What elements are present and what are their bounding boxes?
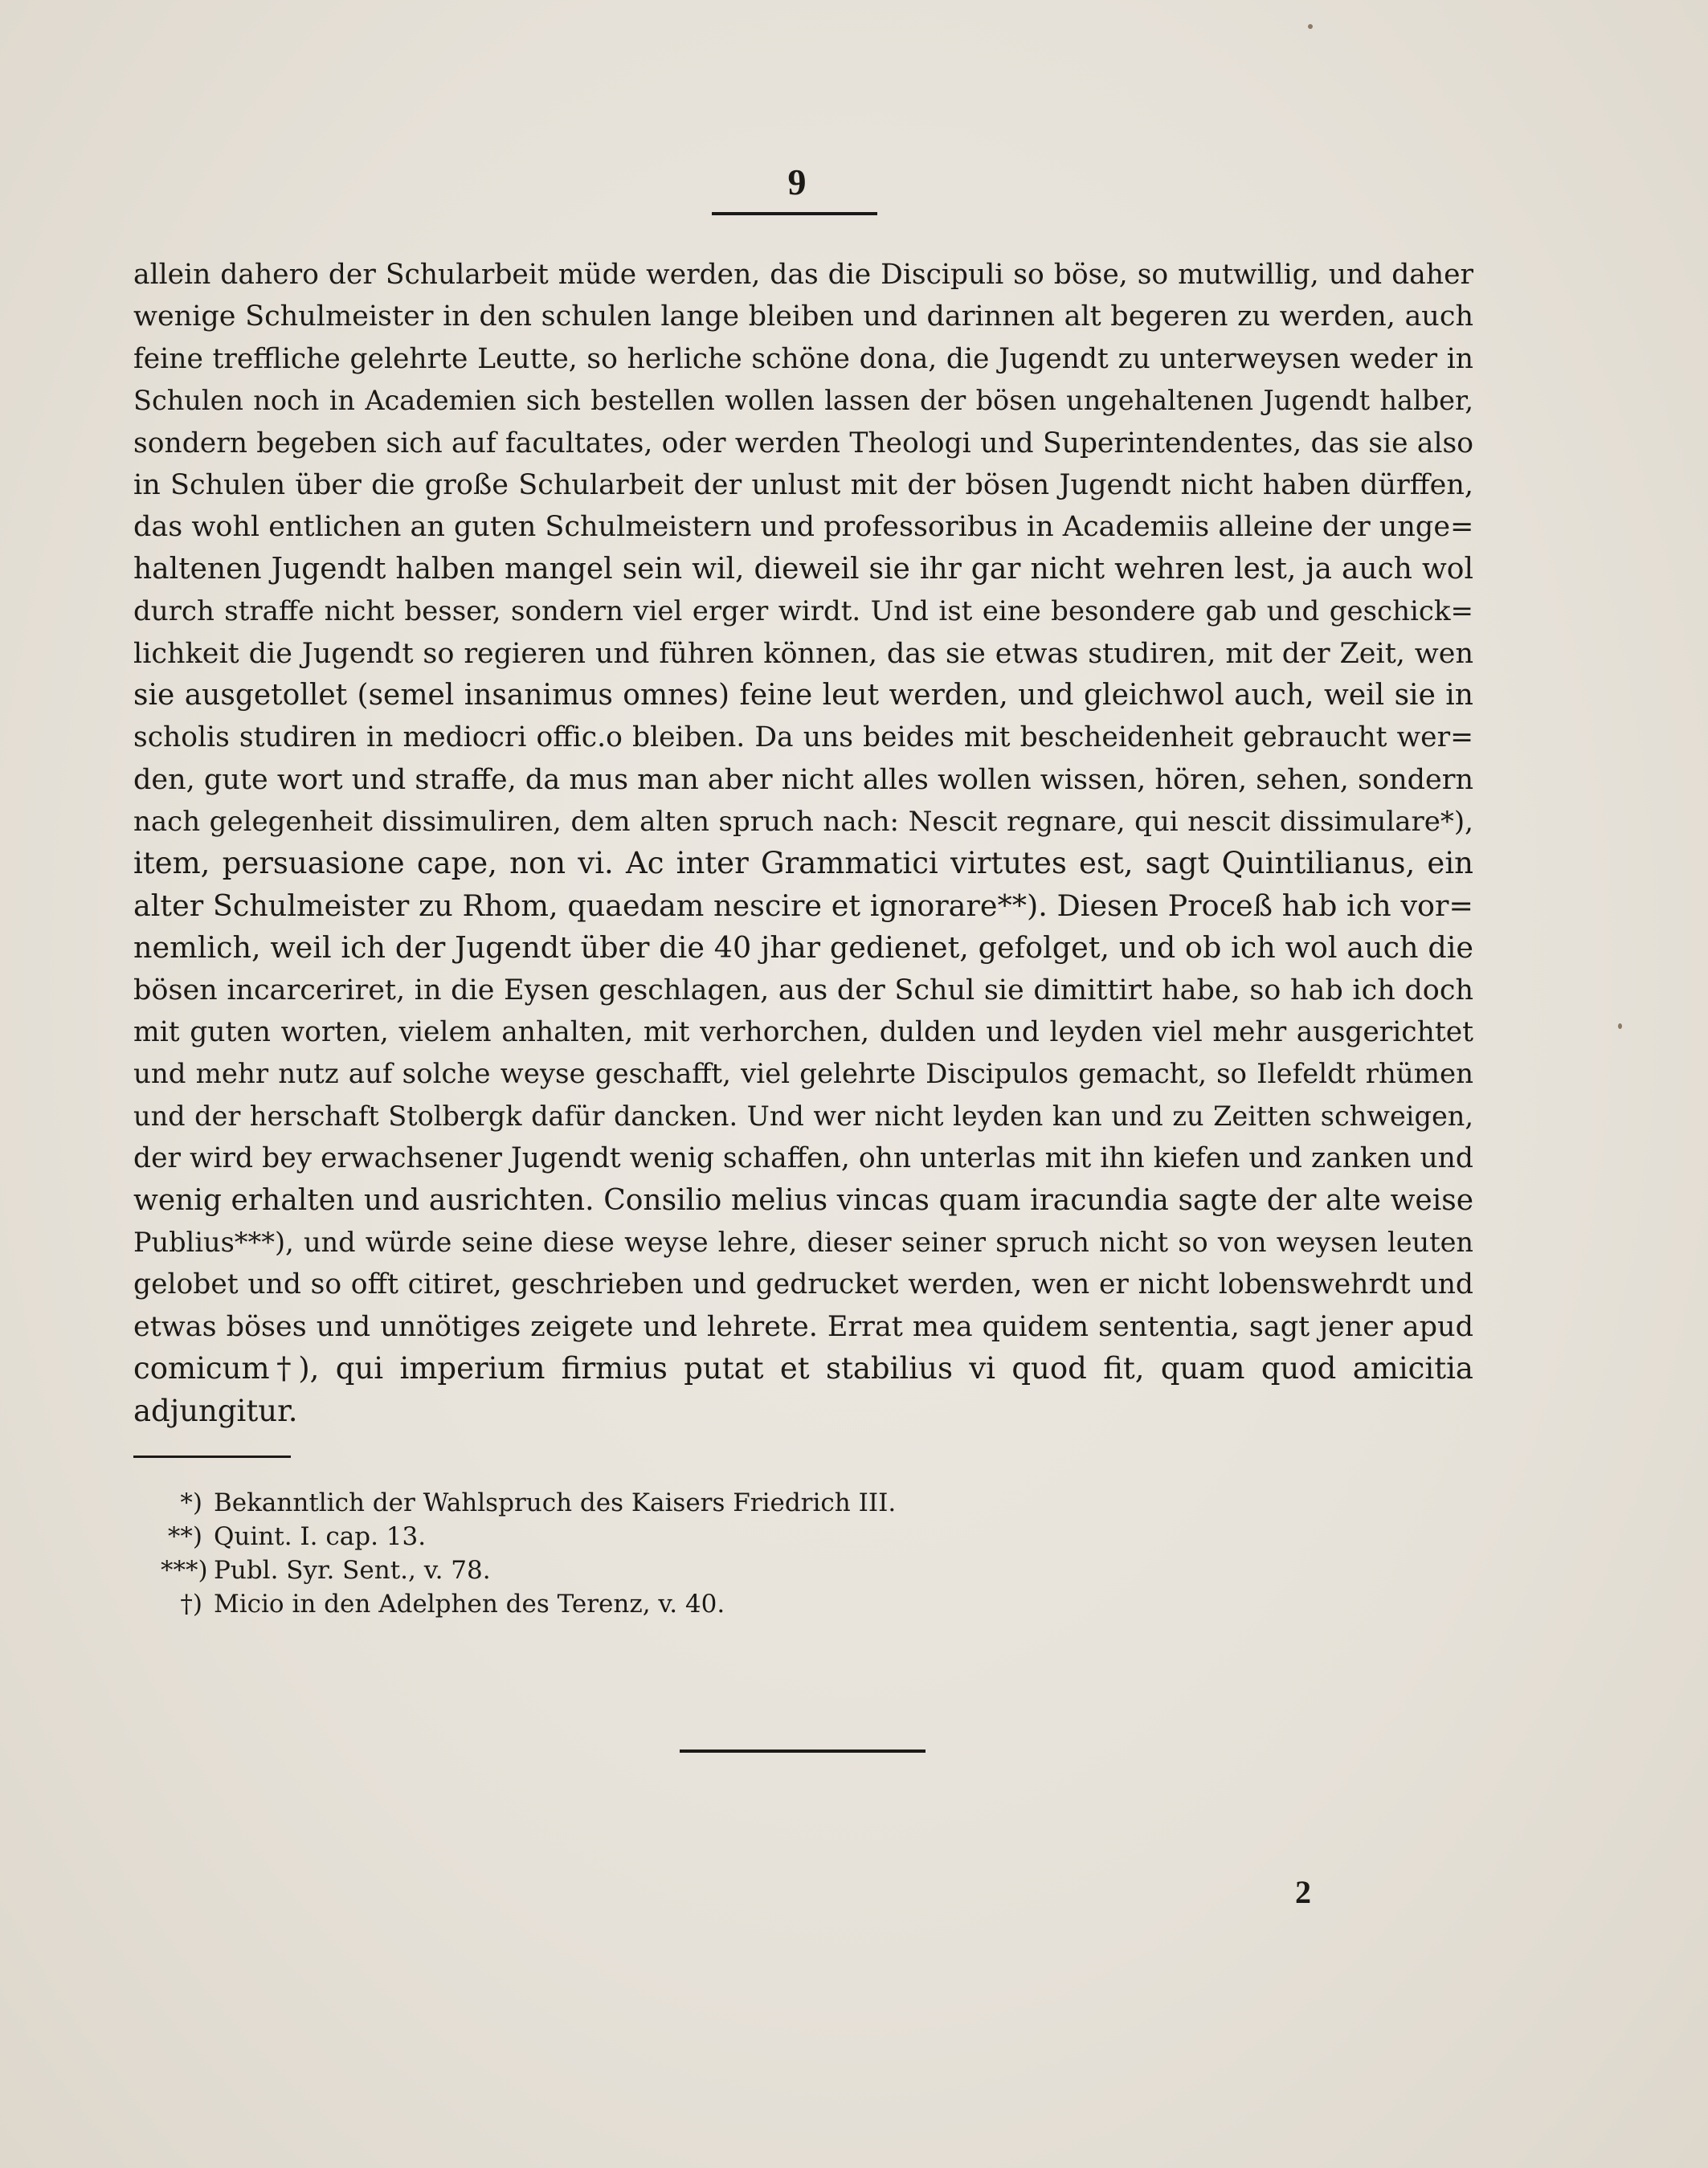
- footnote-mark: *): [180, 1488, 202, 1517]
- text-line: item, persuasione cape, non vi. Ac inter Grammatici virtutes est, sagt Quintilianus, ein: [133, 846, 1473, 881]
- text-line: in Schulen über die große Schularbeit der unlust mit der bösen Jugendt nicht haben dürffen,: [133, 468, 1473, 501]
- footnote-mark: †): [180, 1590, 202, 1619]
- end-rule: [680, 1750, 926, 1753]
- header-rule: [712, 212, 877, 215]
- footnote-mark: **): [167, 1522, 202, 1551]
- text-line: und der herschaft Stolbergk dafür dancken. Und wer nicht leyden kan und zu Zeitten schweigen,: [133, 1100, 1473, 1132]
- text-line: nach gelegenheit dissimuliren, dem alten spruch nach: Nescit regnare, qui nescit dissimulare*),: [133, 806, 1473, 839]
- paper-speck: [1618, 1023, 1622, 1029]
- text-line: alter Schulmeister zu Rhom, quaedam nescire et ignorare**). Diesen Proceß hab ich vor=: [133, 888, 1473, 923]
- main-text-block: [133, 254, 1473, 1432]
- text-line: sondern begeben sich auf facultates, oder werden Theologi und Superintendentes, das sie also: [133, 427, 1473, 459]
- text-line: mit guten worten, vielem anhalten, mit verhorchen, dulden und leyden viel mehr ausgerichtet: [133, 1016, 1473, 1049]
- footnote: [161, 1554, 1125, 1587]
- text-line: feine treffliche gelehrte Leutte, so herliche schöne dona, die Jugendt zu unterweysen weder in: [133, 342, 1473, 375]
- text-line: allein dahero der Schularbeit müde werden, das die Discipuli so böse, so mutwillig, und daher: [133, 259, 1473, 291]
- text-line: durch straffe nicht besser, sondern viel erger wirdt. Und ist eine besondere gab und geschick=: [133, 595, 1473, 628]
- footnote-mark: ***): [161, 1556, 208, 1585]
- footnote: [161, 1486, 1125, 1520]
- footnote-text: Bekanntlich der Wahlspruch des Kaisers Friedrich III.: [214, 1488, 897, 1517]
- text-line: haltenen Jugendt halben mangel sein wil, dieweil sie ihr gar nicht wehren lest, ja auch wol: [133, 552, 1473, 586]
- text-line: nemlich, weil ich der Jugendt über die 40 jhar gedienet, gefolget, und ob ich wol auch die: [133, 930, 1473, 966]
- page-number: 9: [787, 161, 807, 202]
- text-line: lichkeit die Jugendt so regieren und führen können, das sie etwas studiren, mit der Zeit, wen: [133, 637, 1473, 670]
- text-line: wenig erhalten und ausrichten. Consilio melius vincas quam iracundia sagte der alte weise: [133, 1183, 1473, 1217]
- text-line: scholis studiren in mediocri offic.o bleiben. Da uns beides mit bescheidenheit gebraucht wer=: [133, 721, 1473, 754]
- text-line: das wohl entlichen an guten Schulmeistern und professoribus in Academiis alleine der unge=: [133, 511, 1474, 544]
- text-line: comicum†), qui imperium firmius putat et stabilius vi quod fit, quam quod amicitia: [133, 1351, 1473, 1386]
- footnote: [161, 1520, 1125, 1554]
- footnote-rule: [133, 1456, 291, 1458]
- footnote-text: Publ. Syr. Sent., v. 78.: [214, 1556, 491, 1585]
- paper-speck: [1308, 24, 1313, 29]
- text-line: den, gute wort und straffe, da mus man aber nicht alles wollen wissen, hören, sehen, sondern: [133, 763, 1473, 796]
- footnote-text: Quint. I. cap. 13.: [214, 1522, 427, 1551]
- signature-mark: 2: [1295, 1874, 1311, 1910]
- footnote: [161, 1587, 1125, 1621]
- text-line: sie ausgetollet (semel insanimus omnes) feine leut werden, und gleichwol auch, weil sie in: [133, 678, 1473, 712]
- text-line: der wird bey erwachsener Jugendt wenig schaffen, ohn unterlas mit ihn kiefen und zanken und: [133, 1142, 1473, 1175]
- text-line: Schulen noch in Academien sich bestellen wollen lassen der bösen ungehaltenen Jugendt halber,: [133, 385, 1473, 417]
- text-line: wenige Schulmeister in den schulen lange bleiben und darinnen alt begeren zu werden, auch: [133, 300, 1473, 333]
- text-line: adjungitur.: [133, 1393, 298, 1428]
- text-line: etwas böses und unnötiges zeigete und lehrete. Errat mea quidem sententia, sagt jener apud: [133, 1310, 1473, 1343]
- footnotes: [161, 1486, 1125, 1621]
- footnote-text: Micio in den Adelphen des Terenz, v. 40.: [214, 1590, 725, 1619]
- text-line: bösen incarceriret, in die Eysen geschlagen, aus der Schul sie dimittirt habe, so hab ich doch: [133, 974, 1473, 1006]
- text-line: Publius***), und würde seine diese weyse lehre, dieser seiner spruch nicht so von weysen leuten: [133, 1226, 1473, 1258]
- text-line: und mehr nutz auf solche weyse geschafft, viel gelehrte Discipulos gemacht, so Ilefeldt rhümen: [133, 1058, 1473, 1091]
- text-line: gelobet und so offt citiret, geschrieben und gedrucket werden, wen er nicht lobenswehrdt und: [133, 1268, 1473, 1301]
